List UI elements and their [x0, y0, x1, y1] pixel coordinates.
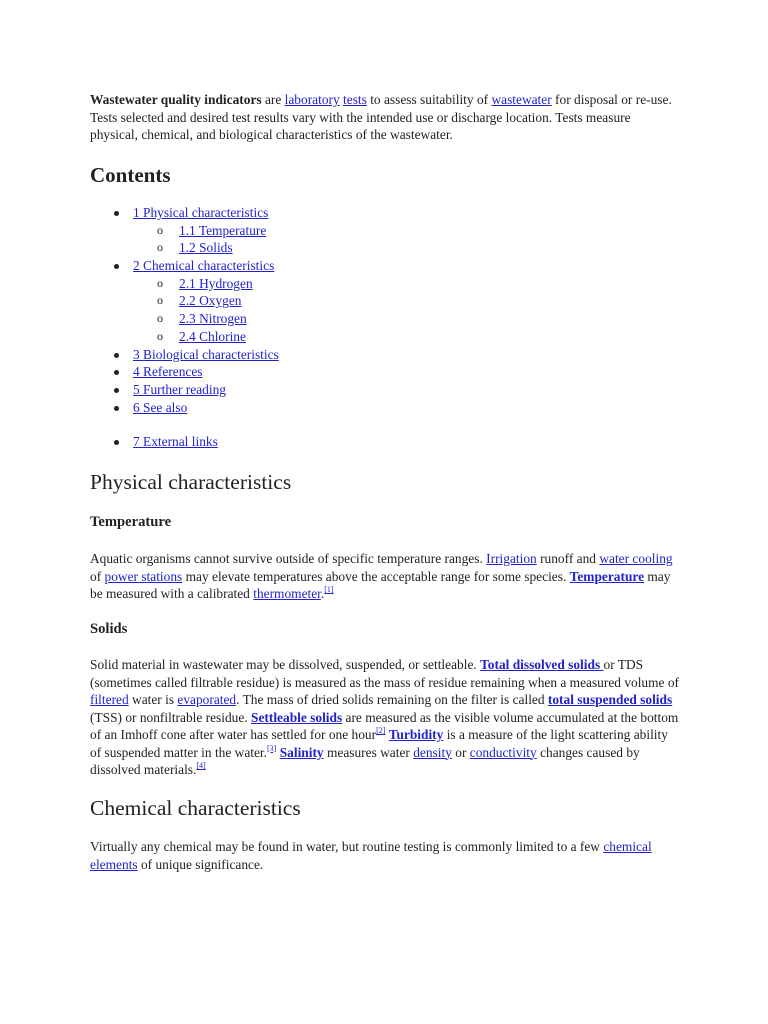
chemical-paragraph: Virtually any chemical may be found in water, but routine testing is commonly limited to a few chemical elements of unique significance. [90, 839, 652, 872]
link-conductivity[interactable]: conductivity [469, 744, 537, 760]
toc-link-see-also[interactable]: 6 See also [133, 399, 188, 415]
link-salinity[interactable]: Salinity [279, 744, 324, 760]
toc-item [90, 239, 490, 257]
link-settleable-solids[interactable]: Settleable solids [251, 709, 343, 725]
toc-list [90, 204, 490, 416]
solids-paragraph: Solid material in wastewater may be dissolved, suspended, or settleable. Total dissolved solids or TDS (sometimes called filtrable residue) is measured as the mass of residue remaining when a measured volume of filtered water is evaporated. The mass of dried solids remaining on the filter is called total suspended solids (TSS) or nonfiltrable residue. Settleable solids are measured as the visible volume accumulated at the bottom of an Imhoff cone after water has settled for one hour[2] Turbidity is a measure of the light scattering ability of suspended matter in the water.[3] Salinity measures water density or conductivity changes caused by dissolved materials.[4] [90, 657, 679, 777]
intro-paragraph: Wastewater quality indicators are laboratory tests to assess suitability of wastewater for disposal or re-use. Tests selected and desired test results vary with the intended use or discharge location. Tests measure physical, chemical, and biological characteristics of the wastewater. [90, 92, 672, 142]
toc-link-solids[interactable]: 1.2 Solids [179, 240, 233, 256]
toc-link-chemical[interactable]: 2 Chemical characteristics [133, 258, 275, 274]
section-chemical [90, 796, 690, 820]
ref-4[interactable]: [4] [196, 761, 206, 770]
toc-heading: Contents [90, 163, 171, 187]
toc-item [90, 310, 490, 328]
toc-item [90, 399, 490, 417]
chemical-heading: Chemical characteristics [90, 796, 301, 820]
toc-list-extra [90, 433, 490, 451]
temperature-heading: Temperature [90, 514, 172, 530]
temperature-subsection [90, 514, 690, 532]
solids-heading: Solids [90, 621, 128, 637]
link-total-dissolved-solids[interactable]: Total dissolved solids [480, 657, 604, 672]
link-thermometer[interactable]: thermometer [253, 586, 321, 601]
toc-link-chlorine[interactable]: 2.4 Chlorine [179, 328, 246, 344]
link-chemical-elements[interactable]: chemical elements [90, 839, 652, 872]
solids-subsection [90, 621, 690, 639]
link-laboratory[interactable]: laboratory [284, 92, 340, 107]
toc-item [90, 275, 490, 293]
toc-item [90, 222, 490, 240]
toc-item [90, 292, 490, 310]
link-irrigation[interactable]: Irrigation [486, 551, 537, 566]
link-temperature[interactable]: Temperature [569, 568, 645, 584]
toc-link-oxygen[interactable]: 2.2 Oxygen [179, 293, 242, 309]
toc-link-biological[interactable]: 3 Biological characteristics [133, 346, 279, 362]
section-physical [90, 470, 690, 494]
toc-link-temperature[interactable]: 1.1 Temperature [179, 222, 267, 238]
link-power-stations[interactable]: power stations [104, 568, 183, 584]
toc [90, 163, 690, 187]
link-turbidity[interactable]: Turbidity [388, 727, 444, 742]
toc-link-nitrogen[interactable]: 2.3 Nitrogen [179, 311, 247, 327]
link-tests[interactable]: tests [343, 92, 367, 107]
toc-item [90, 381, 490, 399]
temperature-paragraph: Aquatic organisms cannot survive outside of specific temperature ranges. Irrigation runoff and water cooling of power stations may elevate temperatures above the acceptable range for some species. Temperature may be measured with a calibrated thermometer.[1] [90, 551, 673, 601]
ref-3[interactable]: [3] [267, 743, 277, 753]
toc-link-physical[interactable]: 1 Physical characteristics [133, 205, 269, 220]
toc-item [90, 433, 490, 451]
toc-item [90, 204, 490, 222]
toc-list-container [90, 204, 490, 451]
link-water-cooling[interactable]: water cooling [599, 551, 673, 566]
intro-term: Wastewater quality indicators [90, 92, 262, 107]
link-wastewater[interactable]: wastewater [491, 92, 552, 107]
toc-item [90, 363, 490, 381]
toc-link-hydrogen[interactable]: 2.1 Hydrogen [179, 275, 253, 291]
toc-item [90, 257, 490, 275]
link-density[interactable]: density [413, 744, 452, 760]
link-filtered[interactable]: filtered [90, 692, 129, 707]
ref-2[interactable]: [2] [376, 726, 386, 735]
toc-item [90, 328, 490, 346]
physical-heading: Physical characteristics [90, 470, 292, 494]
toc-link-further-reading[interactable]: 5 Further reading [133, 381, 226, 397]
link-total-suspended-solids[interactable]: total suspended solids [547, 692, 673, 707]
ref-1[interactable]: [1] [324, 585, 334, 594]
toc-link-references[interactable]: 4 References [133, 364, 203, 380]
toc-item [90, 346, 490, 364]
link-evaporated[interactable]: evaporated [177, 692, 237, 707]
toc-link-external-links[interactable]: 7 External links [133, 434, 218, 450]
